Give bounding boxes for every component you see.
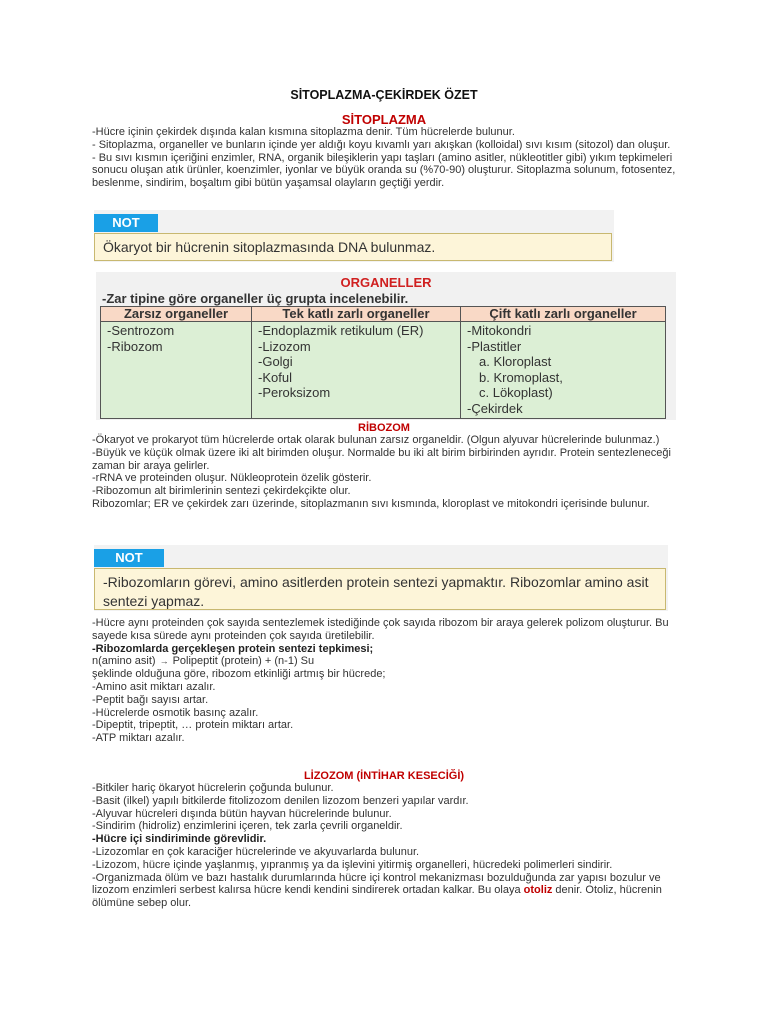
table-header-row xyxy=(101,307,666,322)
page-title: SİTOPLAZMA-ÇEKİRDEK ÖZET xyxy=(290,88,478,102)
note-box-ribozom xyxy=(94,545,668,611)
text-line: -Hücre içinin çekirdek dışında kalan kısmına sitoplazma denir. Tüm hücrelerde bulunur. xyxy=(92,126,515,138)
ribozom-text-2 xyxy=(92,617,684,745)
list-item: -Koful xyxy=(258,369,292,385)
text-line: -Bitkiler hariç ökaryot hücrelerin çoğunda bulunur. xyxy=(92,782,334,794)
heading-lizozom: LİZOZOM (İNTİHAR KESECİĞİ) xyxy=(303,770,465,782)
table-row xyxy=(101,322,666,419)
table-header: Tek katlı zarlı organeller xyxy=(252,307,461,322)
text-line: -rRNA ve proteinden oluşur. Nükleoprotein özelik gösterir. xyxy=(92,472,372,485)
text-line: -Büyük ve küçük olmak üzere iki alt birimden oluşur. Normalde bu iki alt birim birbirinden ayrıdır. Protein sentezleneceği zaman bir araya gelirler. xyxy=(92,446,671,472)
sitoplazma-text xyxy=(92,126,684,190)
list-item: -Çekirdek xyxy=(467,400,523,416)
note-box-dna xyxy=(94,210,614,262)
text-line: -Lizozom, hücre içinde yaşlanmış, yıpranmış ya da işlevini yitirmiş organelleri, hücredeki polimerleri sindirir. xyxy=(92,858,613,871)
list-item: -Ribozom xyxy=(107,338,163,354)
text-line: -Hücrelerde osmotik basınç azalır. xyxy=(92,706,259,719)
text-line: -Alyuvar hücreleri dışında bütün hayvan hücrelerinde bulunur. xyxy=(92,807,392,820)
equation-right: Polipeptit (protein) + (n-1) Su xyxy=(172,655,315,668)
text-line: - Sitoplazma, organeller ve bunların içinde yer aldığı koyu kıvamlı yarı akışkan (kolloidal) sıvı kısım (sitozol) dan oluşur. xyxy=(92,138,671,151)
text-line: -Lizozomlar en çok karaciğer hücrelerinde ve akyuvarlarda bulunur. xyxy=(92,845,420,858)
table-header: Çift katlı zarlı organeller xyxy=(461,307,666,322)
text-line: -Ökaryot ve prokaryot tüm hücrelerde ortak olarak bulunan zarsız organeldir. (Olgun alyuvar hücrelerinde bulunmaz.) xyxy=(92,434,660,446)
bold-line: -Ribozomlarda gerçekleşen protein sentezi tepkimesi; xyxy=(92,642,374,655)
text-line: -Hücre aynı proteinden çok sayıda sentezlemek istediğinde çok sayıda ribozom bir araya gelerek polizom oluşturur. Bu sayede kısa sürede aynı proteinden çok sayıda üretilebilir. xyxy=(92,617,669,642)
table-cell-zarsiz xyxy=(101,322,252,419)
note-text: Ökaryot bir hücrenin sitoplazmasında DNA bulunmaz. xyxy=(94,233,612,261)
arrow-icon: → xyxy=(159,656,169,667)
text-fragment: denir. Otoliz, hücrenin ölümüne sebep olur. xyxy=(92,884,662,910)
equation-line xyxy=(92,655,684,668)
list-item: -Lizozom xyxy=(258,338,311,354)
list-item: -Mitokondri xyxy=(467,323,532,338)
list-item: b. Kromoplast, xyxy=(479,369,563,385)
text-fragment: -Organizmada ölüm ve bazı hastalık durumlarında hücre içi kontrol mekanizması bozulduğunda zar yapısı bozulur ve lizozom enzimleri serbest kalırsa hücre kendi kendini sindirerek ortadan kalkar. Bu olaya xyxy=(92,871,661,897)
text-line-otoliz xyxy=(92,872,684,910)
ribozom-text xyxy=(92,434,684,511)
list-item: -Sentrozom xyxy=(107,323,175,338)
text-line: -Sindirim (hidroliz) enzimlerini içeren, tek zarla çevrili organeldir. xyxy=(92,820,403,833)
note-text: -Ribozomların görevi, amino asitlerden protein sentezi yapmaktır. Ribozomlar amino asit sentezi yapmaz. xyxy=(94,568,666,610)
table-header: Zarsız organeller xyxy=(101,307,252,322)
text-line: -Amino asit miktarı azalır. xyxy=(92,680,216,693)
list-item: -Plastitler xyxy=(467,338,522,354)
list-item: c. Lökoplast) xyxy=(479,385,553,400)
text-line: Ribozomlar; ER ve çekirdek zarı üzerinde, sitoplazmanın sıvı kısmında, kloroplast ve mitokondri içerisinde bulunur. xyxy=(92,497,650,510)
equation-left: n(amino asit) xyxy=(92,655,156,668)
organeller-subtitle: -Zar tipine göre organeller üç grupta incelenebilir. xyxy=(102,291,409,306)
table-cell-tek-katli xyxy=(252,322,461,419)
text-line: -Dipeptit, tripeptit, … protein miktarı artar. xyxy=(92,719,294,732)
organeller-table xyxy=(100,306,666,419)
list-item: -Peroksizom xyxy=(258,385,331,400)
bold-line: -Hücre içi sindiriminde görevlidir. xyxy=(92,833,267,846)
heading-organeller: ORGANELLER xyxy=(340,275,432,290)
text-line: -Peptit bağı sayısı artar. xyxy=(92,693,209,706)
list-item: -Endoplazmik retikulum (ER) xyxy=(258,323,424,338)
organeller-figure xyxy=(96,272,676,420)
text-line: -Ribozomun alt birimlerinin sentezi çekirdekçikte olur. xyxy=(92,485,351,498)
text-line: -ATP miktarı azalır. xyxy=(92,732,185,745)
list-item: a. Kloroplast xyxy=(479,354,552,369)
list-item: -Golgi xyxy=(258,354,293,369)
text-line: şeklinde olduğuna göre, ribozom etkinliği artmış bir hücrede; xyxy=(92,668,386,681)
heading-ribozom: RİBOZOM xyxy=(358,422,410,434)
otoliz-term: otoliz xyxy=(523,884,553,897)
lizozom-text xyxy=(92,782,684,910)
note-tab: NOT xyxy=(94,549,164,567)
table-cell-cift-katli xyxy=(461,322,666,419)
text-line: -Basit (ilkel) yapılı bitkilerde fitolizozom denilen lizozom benzeri yapılar vardır. xyxy=(92,794,469,807)
heading-sitoplazma: SİTOPLAZMA xyxy=(341,112,427,127)
text-line: - Bu sıvı kısmın içeriğini enzimler, RNA, organik bileşiklerin yapı taşları (amino asitler, nükleotitler gibi) yıkım tepkimeleri sonucu oluşan atık ürünler, koenzimler, iyonlar ve büyük oranda su (%70-90) oluşturur. Sitoplazma solunum, fotosentez, beslenme, sindirim, boşaltım gibi bütün yaşamsal olayların geçtiği yerdir. xyxy=(92,151,676,190)
note-tab: NOT xyxy=(94,214,158,232)
